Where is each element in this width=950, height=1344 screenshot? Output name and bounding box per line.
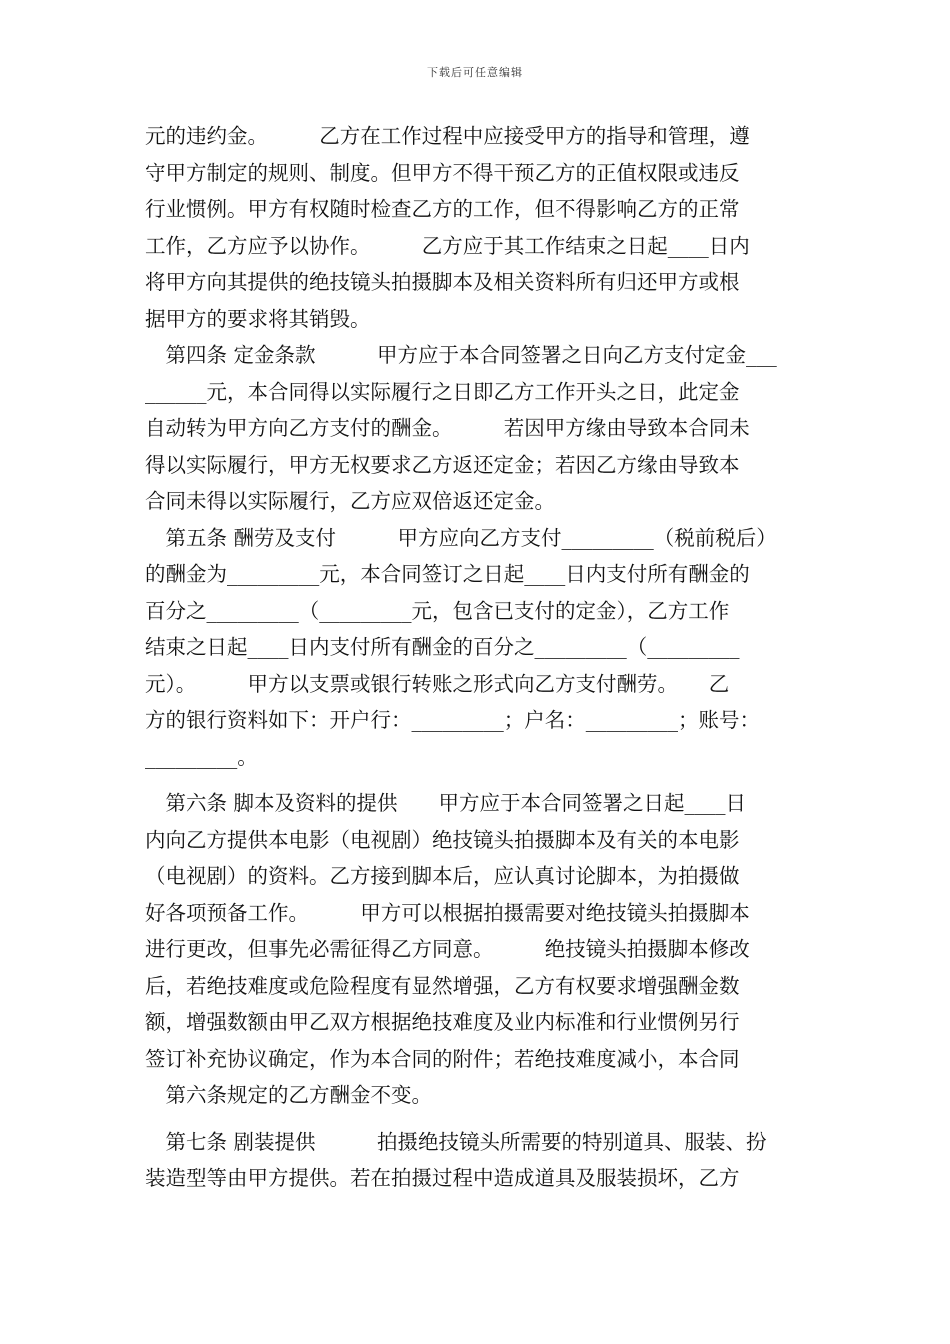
text-line: 结束之日起____日内支付所有酬金的百分之_________（_________ [145, 635, 740, 659]
text-line: 签订补充协议确定，作为本合同的附件；若绝技难度减小，本合同 [145, 1046, 740, 1071]
text-line: 后，若绝技难度或危险程度有显然增强，乙方有权要求增强酬金数 [145, 973, 740, 998]
page-header: 下载后可任意编辑 [427, 66, 523, 79]
text-line: 守甲方制定的规则、制度。但甲方不得干预乙方的正值权限或违反 [145, 160, 740, 185]
text-line: 自动转为甲方向乙方支付的酬金。 若因甲方缘由导致本合同未 [145, 416, 750, 440]
text-line: 装造型等由甲方提供。若在拍摄过程中造成道具及服装损坏，乙方 [145, 1166, 740, 1190]
text-line: 方的银行资料如下：开户行：_________；户名：_________；账号： [145, 708, 760, 732]
text-line: 进行更改，但事先必需征得乙方同意。 绝技镜头拍摄脚本修改 [145, 937, 750, 961]
clause-7-heading-line: 第七条 剧装提供 拍摄绝技镜头所需要的特别道具、服装、扮 [145, 1129, 767, 1154]
clause-6-heading-line: 第六条 脚本及资料的提供 甲方应于本合同签署之日起____日 [145, 791, 747, 815]
text-line: _________。 [145, 744, 258, 769]
text-line: 行业惯例。甲方有权随时检查乙方的工作，但不得影响乙方的正常 [145, 197, 740, 221]
text-line: 合同未得以实际履行，乙方应双倍返还定金。 [145, 489, 555, 513]
text-line: 额，增强数额由甲乙双方根据绝技难度及业内标准和行业惯例另行 [145, 1010, 740, 1034]
text-line: 得以实际履行，甲方无权要求乙方返还定金；若因乙方缘由导致本 [145, 452, 740, 477]
text-line: 百分之_________（_________元，包含已支付的定金），乙方工作 [145, 598, 730, 623]
text-line: 第六条规定的乙方酬金不变。 [145, 1083, 432, 1107]
text-line: 元的违约金。 乙方在工作过程中应接受甲方的指导和管理，遵 [145, 124, 750, 148]
clause-4-heading-line: 第四条 定金条款 甲方应于本合同签署之日向乙方支付定金___ [145, 343, 777, 367]
text-line: 元）。 甲方以支票或银行转账之形式向乙方支付酬劳。 乙 [145, 671, 730, 696]
document-body [145, 118, 807, 1197]
text-line: 据甲方的要求将其销毁。 [145, 306, 371, 331]
text-line: 好各项预备工作。 甲方可以根据拍摄需要对绝技镜头拍摄脚本 [145, 900, 750, 925]
text-line: ______元，本合同得以实际履行之日即乙方工作开头之日，此定金 [145, 379, 740, 404]
clause-5-heading-line: 第五条 酬劳及支付 甲方应向乙方支付_________（税前税后） [145, 525, 777, 550]
text-line: （电视剧）的资料。乙方接到脚本后，应认真讨论脚本，为拍摄做 [145, 864, 740, 888]
text-line: 内向乙方提供本电影（电视剧）绝技镜头拍摄脚本及有关的本电影 [145, 827, 740, 852]
text-line: 工作，乙方应予以协作。 乙方应于其工作结束之日起____日内 [145, 233, 750, 258]
text-line: 将甲方向其提供的绝技镜头拍摄脚本及相关资料所有归还甲方或根 [145, 270, 740, 294]
text-line: 的酬金为_________元，本合同签订之日起____日内支付所有酬金的 [145, 562, 750, 586]
